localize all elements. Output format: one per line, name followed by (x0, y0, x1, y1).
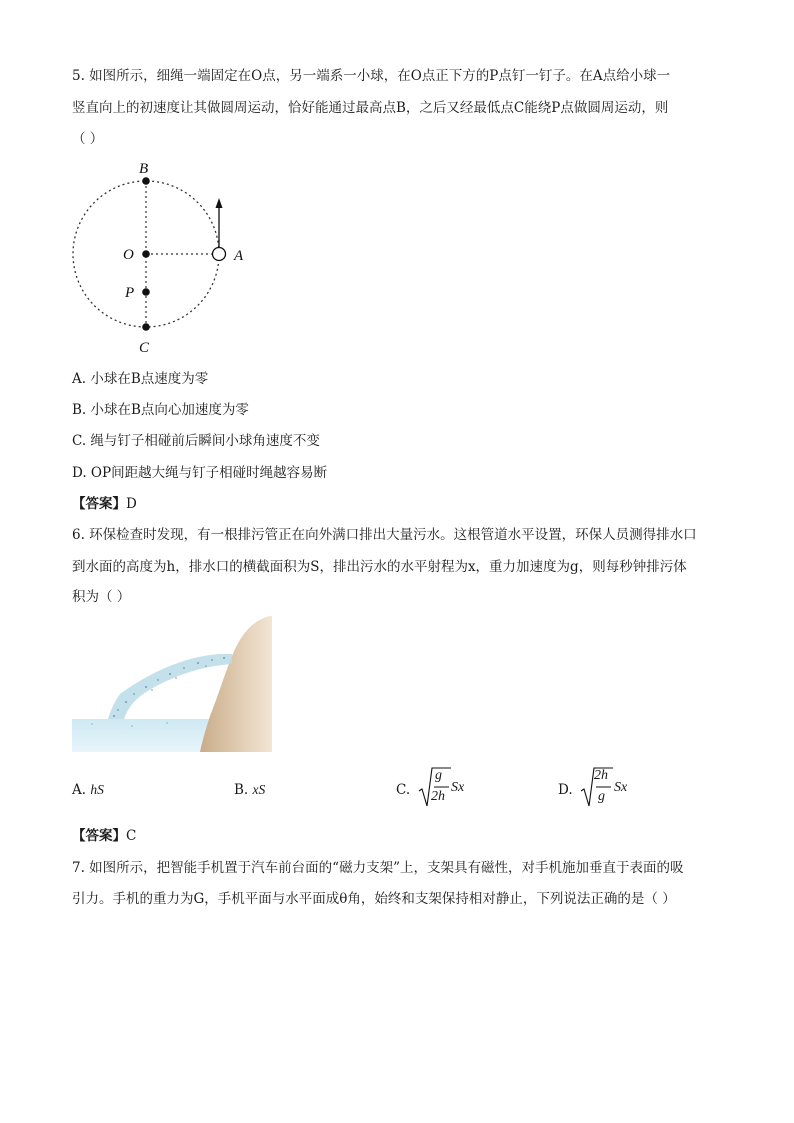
q5-stem-line3: （ ） (72, 131, 104, 147)
q6-option-a: A. hS (72, 782, 104, 798)
fraction-numerator: g (435, 768, 442, 783)
answer-tag: 【答案】 (72, 496, 126, 512)
fraction-denominator: g (598, 789, 605, 804)
q5-circle-diagram (66, 155, 266, 355)
q5-answer (72, 494, 137, 514)
label-P: P (125, 285, 135, 301)
q7-stem-line2: 引力。手机的重力为G，手机平面与水平面成θ角，始终和支架保持相对静止，下列说法正确的是（ ） (72, 891, 676, 907)
q5-option-a: A. 小球在B点速度为零 (72, 371, 209, 387)
answer-tag: 【答案】 (72, 828, 126, 844)
q7-stem-line1: 7. 如图所示，把智能手机置于汽车前台面的“磁力支架”上，支架具有磁性，对手机施加垂直于表面的吸 (72, 860, 684, 876)
q5-option-c: C. 绳与钉子相碰前后瞬间小球角速度不变 (72, 433, 320, 449)
label-A: A (234, 248, 244, 264)
fraction-numerator: 2h (594, 768, 608, 783)
q5-option-b: B. 小球在B点向心加速度为零 (72, 402, 249, 418)
q5-stem-line2: 竖直向上的初速度让其做圆周运动，恰好能通过最高点B，之后又经最低点C能绕P点做圆周运动，则 (72, 100, 669, 116)
answer-value: C (126, 828, 137, 844)
answer-value: D (126, 496, 137, 512)
q6-answer (72, 826, 136, 846)
label-B: B (139, 161, 149, 177)
q5-stem-line1: 5. 如图所示，细绳一端固定在O点，另一端系一小球，在O点正下方的P点钉一钉子。在A点给小球一 (72, 68, 671, 84)
q6-stem-line3: 积为（ ） (72, 589, 131, 605)
label-O: O (123, 247, 134, 263)
q5-option-d: D. OP间距越大绳与钉子相碰时绳越容易断 (72, 465, 328, 481)
fraction-denominator: 2h (431, 789, 445, 804)
q6-stem-line1: 6. 环保检查时发现，有一根排污管正在向外满口排出大量污水。这根管道水平设置，环保人员测得排水口 (72, 527, 697, 543)
label-C: C (139, 340, 150, 355)
q6-option-b: B. xS (234, 782, 266, 798)
q6-stem-line2: 到水面的高度为h，排水口的横截面积为S，排出污水的水平射程为x，重力加速度为g，则每秒钟排污体 (72, 559, 687, 575)
q6-drain-pipe-illustration (72, 616, 272, 752)
